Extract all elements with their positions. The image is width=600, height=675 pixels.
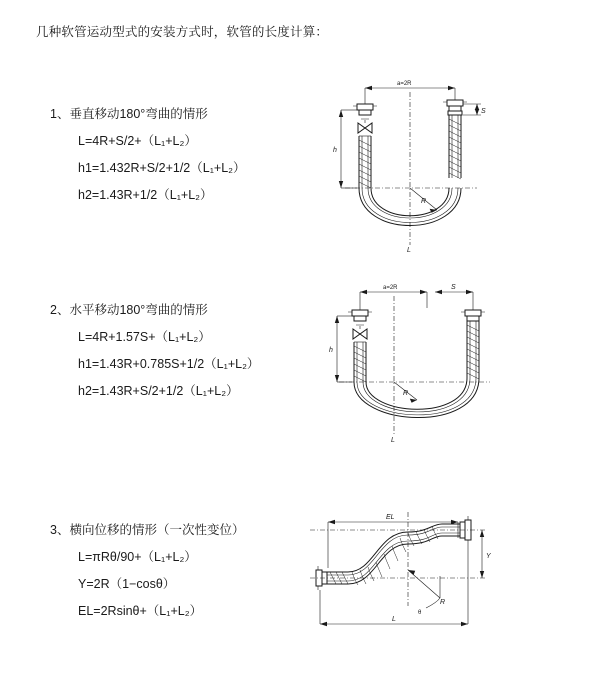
case-2-formula-2: h1=1.43R+0.785S+1/2（L₁+L₂） [78,357,260,371]
svg-text:R: R [421,198,427,205]
vertical-180-bend-diagram [305,70,495,280]
svg-text:L: L [392,616,396,623]
case-1-text [50,104,300,212]
page-title: 几种软管运动型式的安装方式时，软管的长度计算： [36,25,329,39]
case-2-formula-3: h2=1.43R+S/2+1/2（L₁+L₂） [78,384,239,398]
case-1-formula-3: h2=1.43R+1/2（L₁+L₂） [78,188,213,202]
svg-text:h: h [333,147,337,154]
svg-text:EL: EL [386,514,395,521]
case-2-formula-1: L=4R+1.57S+（L₁+L₂） [78,330,211,344]
svg-text:L: L [407,247,411,254]
svg-text:S: S [481,108,486,115]
svg-text:L: L [391,437,395,444]
case-3-formula-2: Y=2R（1−cosθ） [78,577,176,591]
svg-text:a=2R: a=2R [383,285,398,291]
svg-text:θ: θ [418,610,422,616]
lateral-offset-diagram [290,506,500,636]
svg-text:h: h [329,347,333,354]
svg-text:R: R [440,599,446,606]
case-3-text [50,520,300,628]
svg-text:Y: Y [486,553,491,560]
case-1-formula-2: h1=1.432R+S/2+1/2（L₁+L₂） [78,161,246,175]
svg-text:R: R [403,390,409,397]
svg-text:a=2R: a=2R [397,81,412,87]
case-3-formula-1: L=πRθ/90+（L₁+L₂） [78,550,197,564]
horizontal-180-bend-diagram [305,274,495,454]
svg-text:S: S [451,284,456,291]
case-2-text [50,300,300,408]
case-3-title: 3、横向位移的情形（一次性变位） [50,523,245,537]
case-1-formula-1: L=4R+S/2+（L₁+L₂） [78,134,197,148]
case-3-formula-3: EL=2Rsinθ+（L₁+L₂） [78,604,203,618]
case-2-title: 2、水平移动180°弯曲的情形 [50,303,208,317]
case-1-title: 1、垂直移动180°弯曲的情形 [50,107,208,121]
